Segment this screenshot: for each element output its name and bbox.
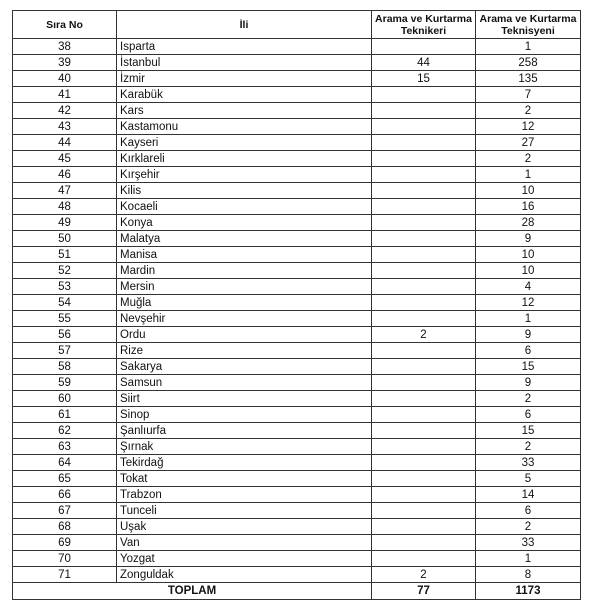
row-city: Şırnak — [117, 439, 372, 455]
total-teknisyeni: 1173 — [476, 583, 581, 600]
row-teknisyeni: 10 — [476, 247, 581, 263]
row-teknisyeni: 7 — [476, 87, 581, 103]
row-teknisyeni: 14 — [476, 487, 581, 503]
row-city: Karabük — [117, 87, 372, 103]
row-city: Sinop — [117, 407, 372, 423]
row-teknikeri — [372, 423, 476, 439]
row-teknikeri — [372, 263, 476, 279]
row-number: 54 — [13, 295, 117, 311]
row-city: Tunceli — [117, 503, 372, 519]
row-number: 39 — [13, 55, 117, 71]
row-teknikeri — [372, 551, 476, 567]
row-teknisyeni: 5 — [476, 471, 581, 487]
header-teknisyeni: Arama ve Kurtarma Teknisyeni — [476, 11, 581, 39]
table-body — [13, 39, 581, 583]
row-number: 40 — [13, 71, 117, 87]
row-teknikeri — [372, 487, 476, 503]
header-teknikeri: Arama ve Kurtarma Teknikeri — [372, 11, 476, 39]
row-city: Siirt — [117, 391, 372, 407]
table-row — [13, 423, 581, 439]
table-row — [13, 103, 581, 119]
row-teknisyeni: 6 — [476, 407, 581, 423]
table-row — [13, 343, 581, 359]
row-teknisyeni: 1 — [476, 39, 581, 55]
row-number: 68 — [13, 519, 117, 535]
row-city: Mardin — [117, 263, 372, 279]
row-city: Trabzon — [117, 487, 372, 503]
row-city: Muğla — [117, 295, 372, 311]
row-teknisyeni: 33 — [476, 455, 581, 471]
row-number: 62 — [13, 423, 117, 439]
row-teknisyeni: 6 — [476, 343, 581, 359]
row-city: Kocaeli — [117, 199, 372, 215]
row-teknikeri — [372, 295, 476, 311]
table-row — [13, 183, 581, 199]
table-row — [13, 71, 581, 87]
row-teknikeri — [372, 439, 476, 455]
row-teknisyeni: 10 — [476, 263, 581, 279]
row-number: 43 — [13, 119, 117, 135]
document-sheet — [12, 10, 580, 600]
row-number: 53 — [13, 279, 117, 295]
header-sira-no: Sıra No — [13, 11, 117, 39]
row-number: 46 — [13, 167, 117, 183]
table-row — [13, 247, 581, 263]
table-row — [13, 279, 581, 295]
row-number: 70 — [13, 551, 117, 567]
row-teknisyeni: 15 — [476, 359, 581, 375]
row-teknisyeni: 2 — [476, 103, 581, 119]
table-row — [13, 551, 581, 567]
row-city: Kastamonu — [117, 119, 372, 135]
row-city: İstanbul — [117, 55, 372, 71]
row-number: 59 — [13, 375, 117, 391]
header-row — [13, 11, 581, 39]
row-number: 60 — [13, 391, 117, 407]
table-row — [13, 391, 581, 407]
row-number: 63 — [13, 439, 117, 455]
table-row — [13, 359, 581, 375]
row-city: Malatya — [117, 231, 372, 247]
row-teknikeri — [372, 359, 476, 375]
row-teknikeri — [372, 87, 476, 103]
row-teknisyeni: 2 — [476, 519, 581, 535]
row-city: Ordu — [117, 327, 372, 343]
row-number: 55 — [13, 311, 117, 327]
row-city: Uşak — [117, 519, 372, 535]
row-city: Zonguldak — [117, 567, 372, 583]
row-teknisyeni: 33 — [476, 535, 581, 551]
row-teknikeri — [372, 39, 476, 55]
row-number: 41 — [13, 87, 117, 103]
row-teknisyeni: 27 — [476, 135, 581, 151]
row-city: Van — [117, 535, 372, 551]
row-number: 47 — [13, 183, 117, 199]
row-teknisyeni: 2 — [476, 151, 581, 167]
row-teknikeri — [372, 343, 476, 359]
row-city: Rize — [117, 343, 372, 359]
row-teknisyeni: 1 — [476, 311, 581, 327]
table-row — [13, 439, 581, 455]
row-number: 48 — [13, 199, 117, 215]
row-teknisyeni: 9 — [476, 327, 581, 343]
row-teknisyeni: 12 — [476, 119, 581, 135]
row-teknikeri: 15 — [372, 71, 476, 87]
row-teknisyeni: 8 — [476, 567, 581, 583]
table-row — [13, 135, 581, 151]
row-teknikeri — [372, 471, 476, 487]
header-ili: İli — [117, 11, 372, 39]
table-row — [13, 519, 581, 535]
row-number: 50 — [13, 231, 117, 247]
row-teknisyeni: 1 — [476, 167, 581, 183]
row-city: Tekirdağ — [117, 455, 372, 471]
row-teknisyeni: 16 — [476, 199, 581, 215]
row-city: Manisa — [117, 247, 372, 263]
row-number: 45 — [13, 151, 117, 167]
table-row — [13, 87, 581, 103]
row-teknikeri — [372, 167, 476, 183]
row-teknisyeni: 2 — [476, 439, 581, 455]
table-row — [13, 231, 581, 247]
table-row — [13, 567, 581, 583]
row-number: 64 — [13, 455, 117, 471]
row-teknikeri — [372, 311, 476, 327]
row-teknikeri — [372, 535, 476, 551]
row-city: Sakarya — [117, 359, 372, 375]
personnel-table — [12, 10, 581, 600]
row-city: Isparta — [117, 39, 372, 55]
row-teknikeri — [372, 183, 476, 199]
table-row — [13, 487, 581, 503]
row-teknisyeni: 258 — [476, 55, 581, 71]
row-city: Kırklareli — [117, 151, 372, 167]
table-row — [13, 215, 581, 231]
row-teknisyeni: 9 — [476, 231, 581, 247]
row-city: Şanlıurfa — [117, 423, 372, 439]
row-number: 67 — [13, 503, 117, 519]
row-teknikeri — [372, 407, 476, 423]
row-teknikeri — [372, 231, 476, 247]
table-row — [13, 295, 581, 311]
row-teknikeri — [372, 375, 476, 391]
row-teknikeri — [372, 455, 476, 471]
row-city: Kilis — [117, 183, 372, 199]
row-number: 52 — [13, 263, 117, 279]
row-teknikeri — [372, 279, 476, 295]
table-row — [13, 503, 581, 519]
total-teknikeri: 77 — [372, 583, 476, 600]
row-teknisyeni: 15 — [476, 423, 581, 439]
row-teknisyeni: 2 — [476, 391, 581, 407]
row-number: 56 — [13, 327, 117, 343]
table-row — [13, 119, 581, 135]
row-city: İzmir — [117, 71, 372, 87]
total-label: TOPLAM — [13, 583, 372, 600]
row-teknisyeni: 12 — [476, 295, 581, 311]
table-row — [13, 263, 581, 279]
row-teknisyeni: 28 — [476, 215, 581, 231]
row-number: 44 — [13, 135, 117, 151]
row-city: Kırşehir — [117, 167, 372, 183]
row-teknikeri — [372, 103, 476, 119]
row-teknikeri — [372, 503, 476, 519]
row-teknikeri — [372, 247, 476, 263]
table-row — [13, 167, 581, 183]
row-teknisyeni: 4 — [476, 279, 581, 295]
row-number: 61 — [13, 407, 117, 423]
table-row — [13, 39, 581, 55]
table-row — [13, 55, 581, 71]
row-teknikeri — [372, 151, 476, 167]
row-city: Konya — [117, 215, 372, 231]
table-row — [13, 407, 581, 423]
table-row — [13, 535, 581, 551]
row-city: Samsun — [117, 375, 372, 391]
row-city: Kars — [117, 103, 372, 119]
total-row — [13, 583, 581, 600]
row-teknikeri — [372, 215, 476, 231]
row-teknisyeni: 10 — [476, 183, 581, 199]
row-teknisyeni: 6 — [476, 503, 581, 519]
row-number: 58 — [13, 359, 117, 375]
table-row — [13, 375, 581, 391]
row-city: Tokat — [117, 471, 372, 487]
row-city: Mersin — [117, 279, 372, 295]
row-number: 51 — [13, 247, 117, 263]
row-number: 42 — [13, 103, 117, 119]
row-number: 38 — [13, 39, 117, 55]
row-city: Kayseri — [117, 135, 372, 151]
row-teknikeri: 44 — [372, 55, 476, 71]
row-teknikeri: 2 — [372, 567, 476, 583]
row-number: 49 — [13, 215, 117, 231]
row-teknikeri — [372, 199, 476, 215]
row-teknikeri: 2 — [372, 327, 476, 343]
row-teknikeri — [372, 135, 476, 151]
row-teknisyeni: 135 — [476, 71, 581, 87]
row-teknisyeni: 9 — [476, 375, 581, 391]
table-row — [13, 455, 581, 471]
table-row — [13, 199, 581, 215]
table-row — [13, 327, 581, 343]
row-city: Nevşehir — [117, 311, 372, 327]
table-row — [13, 151, 581, 167]
row-teknikeri — [372, 519, 476, 535]
row-number: 66 — [13, 487, 117, 503]
table-row — [13, 471, 581, 487]
row-number: 57 — [13, 343, 117, 359]
row-teknisyeni: 1 — [476, 551, 581, 567]
row-number: 71 — [13, 567, 117, 583]
row-number: 69 — [13, 535, 117, 551]
row-number: 65 — [13, 471, 117, 487]
table-row — [13, 311, 581, 327]
row-teknikeri — [372, 391, 476, 407]
row-teknikeri — [372, 119, 476, 135]
row-city: Yozgat — [117, 551, 372, 567]
